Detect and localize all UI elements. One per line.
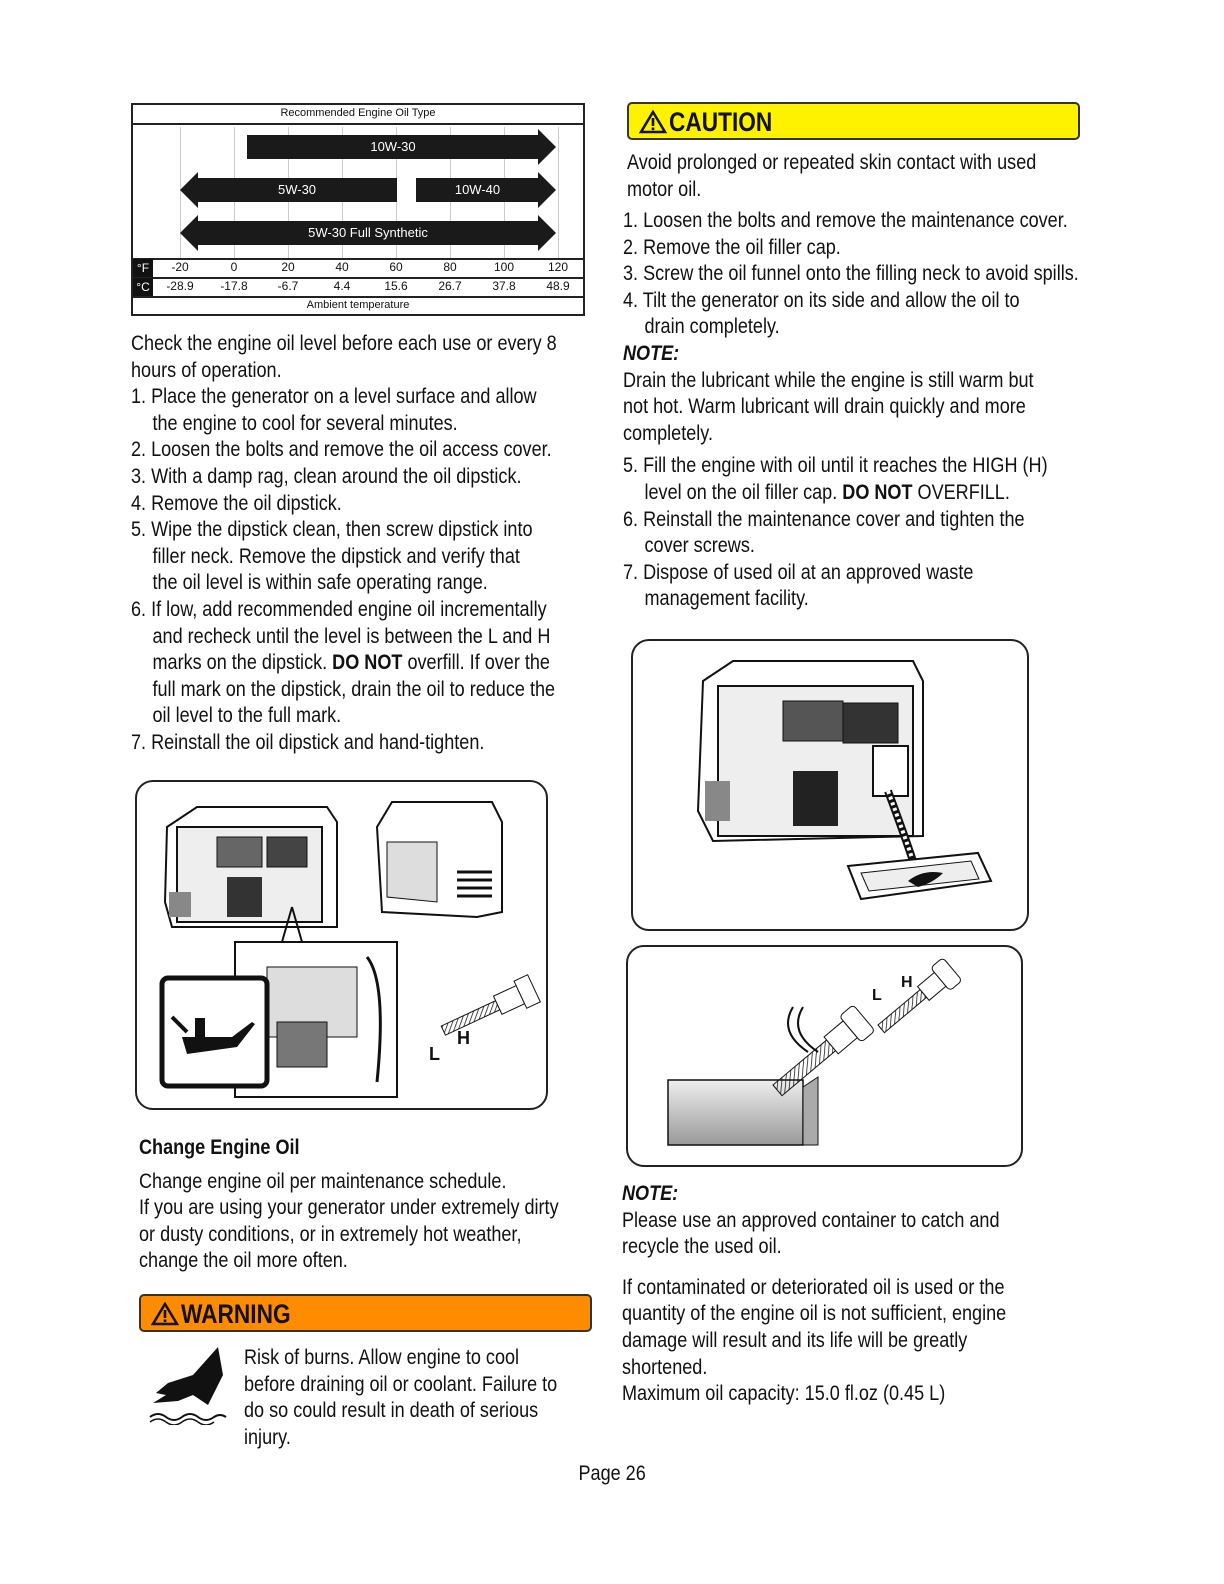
drain-step-5: 5. Fill the engine with oil until it reaches the HIGH (H) bbox=[623, 454, 1048, 478]
recycle-note-section: NOTE: Please use an approved container to catch and recycle the used oil. If contaminated or deteriorated oil is used or the quantity of the engine oil is not sufficient, engine damage will result and its life will be greatly shortened. Maximum oil capacity: 15.0 fl.oz (0.45 L) bbox=[622, 1181, 1006, 1408]
check-step-1: 1. Place the generator on a level surface and allow bbox=[131, 385, 537, 409]
oil-drain-figure bbox=[631, 639, 1029, 931]
hot-surface-hand-icon bbox=[148, 1345, 228, 1425]
check-step-3: 3. With a damp rag, clean around the oil dipstick. bbox=[131, 464, 522, 488]
dipstick-label-h: H bbox=[457, 1028, 470, 1048]
oil-bar-10w40: 10W-40 bbox=[416, 178, 539, 202]
caution-label: CAUTION bbox=[669, 107, 773, 137]
check-oil-intro: Check the engine oil level before each use or every 8 bbox=[131, 332, 557, 355]
drain-step-1: 1. Loosen the bolts and remove the maintenance cover. bbox=[623, 209, 1068, 232]
oil-bar-10w30: 10W-30 bbox=[247, 135, 539, 159]
drain-step-7: 7. Dispose of used oil at an approved waste bbox=[623, 560, 974, 584]
change-oil-heading: Change Engine Oil bbox=[139, 1136, 300, 1159]
oil-type-chart bbox=[131, 103, 585, 316]
warning-text: Risk of burns. Allow engine to cool before draining oil or coolant. Failure to do so could result in death of serious injury. bbox=[244, 1346, 558, 1449]
fahrenheit-row: °F -20 0 20 40 60 80 100 120 bbox=[133, 259, 583, 277]
celsius-row: °C -28.9 -17.8 -6.7 4.4 15.6 26.7 37.8 48.9 bbox=[133, 278, 583, 296]
change-oil-section: Change Engine Oil Change engine oil per maintenance schedule. If you are using your generator under extremely dirty or dusty conditions, or in extremely hot weather, change the oil more often. bbox=[139, 1136, 559, 1273]
warning-triangle-icon bbox=[151, 1302, 179, 1326]
oil-chart-title: Recommended Engine Oil Type bbox=[280, 107, 436, 119]
check-step-2: 2. Loosen the bolts and remove the oil access cover. bbox=[131, 438, 552, 462]
generator-draining-illustration bbox=[633, 641, 1027, 929]
generator-dipstick-illustration bbox=[137, 782, 546, 1108]
drain-note-label: NOTE: bbox=[623, 341, 680, 365]
warning-banner bbox=[139, 1294, 592, 1332]
drain-step-6: 6. Reinstall the maintenance cover and tighten the bbox=[623, 507, 1025, 531]
dipstick-figure bbox=[135, 780, 548, 1110]
oil-capacity: Maximum oil capacity: 15.0 fl.oz (0.45 L) bbox=[622, 1382, 946, 1406]
filler-cap-label-l: L bbox=[872, 987, 882, 1004]
caution-triangle-icon bbox=[639, 110, 667, 134]
filler-cap-label-h: H bbox=[901, 974, 913, 991]
dipstick-label-l: L bbox=[429, 1044, 440, 1064]
check-step-6: 6. If low, add recommended engine oil incrementally bbox=[131, 597, 547, 621]
oil-bar-5w30: 5W-30 bbox=[197, 178, 397, 202]
check-step-4: 4. Remove the oil dipstick. bbox=[131, 491, 342, 515]
drain-steps-section: 1. Loosen the bolts and remove the maintenance cover. 2. Remove the oil filler cap. 3. Screw the oil funnel onto the filling neck to avoid spills. 4. Tilt the generator on its side and allow the oil to drain completely. NOTE: Drain the lubricant while the engine is still warm but not hot. Warm lubricant will drain quickly and more completely. 5. Fill the engine with oil until it reaches the HIGH (H) level on the oil filler cap. DO NOT OVERFILL. 6. Reinstall the maintenance cover and tighten the cover screws. 7. Dispose of used oil at an approved waste management facility. bbox=[623, 209, 1079, 611]
caution-banner bbox=[627, 102, 1080, 140]
warning-label: WARNING bbox=[181, 1299, 291, 1329]
recycle-note-label: NOTE: bbox=[622, 1182, 679, 1205]
drain-step-3: 3. Screw the oil funnel onto the filling neck to avoid spills. bbox=[623, 262, 1079, 286]
drain-step-4: 4. Tilt the generator on its side and allow the oil to bbox=[623, 288, 1020, 312]
check-oil-section: Check the engine oil level before each use or every 8 hours of operation. 1. Place the generator on a level surface and allow the engine to cool for several minutes. 2. Loosen the bolts and remove the oil access cover. 3. With a damp rag, clean around the oil dipstick. 4. Remove the oil dipstick. 5. Wipe the dipstick clean, then screw dipstick into filler neck. Remove the dipstick and verify that the oil level is within safe operating range. 6. If low, add recommended engine oil incrementally and recheck until the level is between the L and H marks on the dipstick. DO NOT overfill. If over the full mark on the dipstick, drain the oil to reduce the oil level to the full mark. 7. Reinstall the oil dipstick and hand-tighten. bbox=[131, 331, 557, 757]
filler-cap-illustration bbox=[628, 947, 1021, 1165]
drain-step-2: 2. Remove the oil filler cap. bbox=[623, 235, 841, 259]
oil-bar-5w30-synthetic: 5W-30 Full Synthetic bbox=[197, 221, 539, 245]
check-step-5: 5. Wipe the dipstick clean, then screw dipstick into bbox=[131, 518, 533, 542]
filler-cap-figure bbox=[626, 945, 1023, 1167]
caution-text: Avoid prolonged or repeated skin contact with used motor oil. bbox=[627, 151, 1037, 201]
check-step-7: 7. Reinstall the oil dipstick and hand-tighten. bbox=[131, 730, 485, 754]
oil-chart-axis-label: Ambient temperature bbox=[306, 299, 410, 311]
page-number: Page 26 bbox=[578, 1462, 646, 1485]
